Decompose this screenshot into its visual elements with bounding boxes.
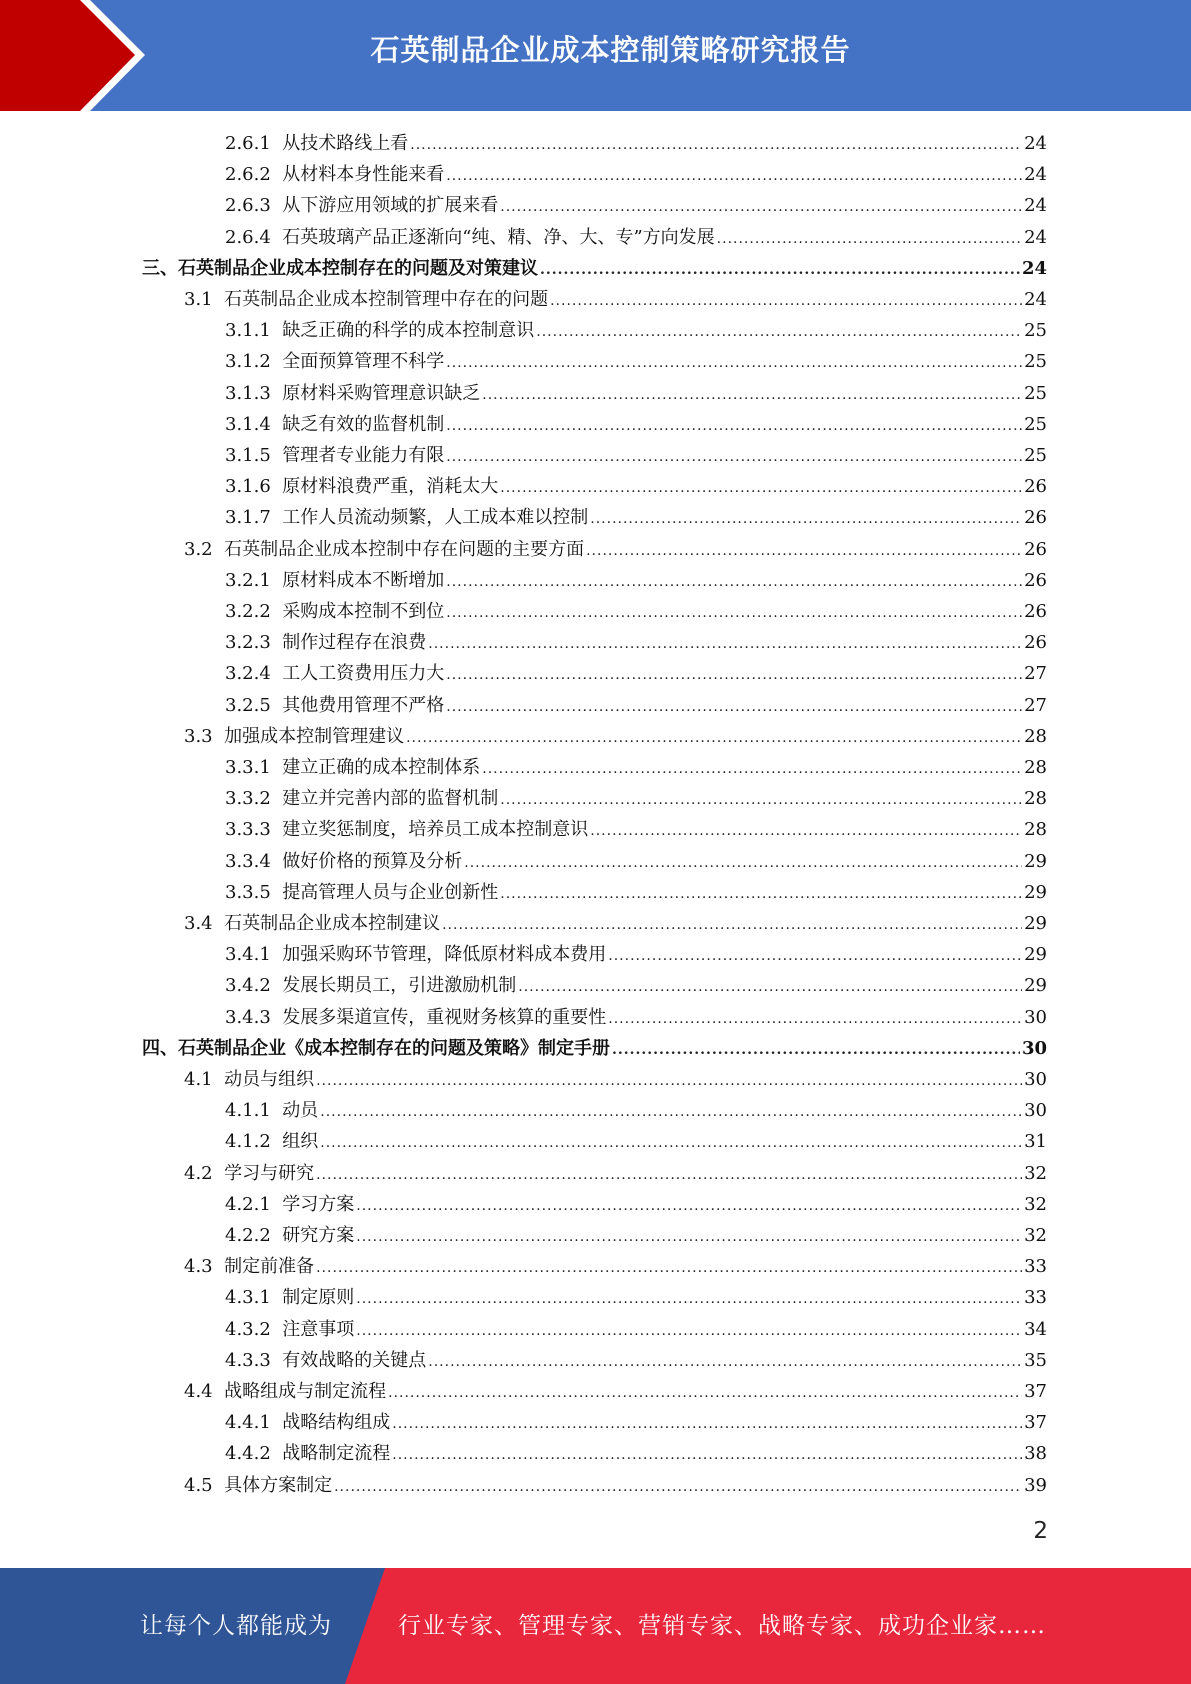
toc-entry[interactable] (225, 752, 1047, 783)
toc-entry-spacer (213, 1064, 224, 1095)
toc-entry[interactable] (225, 783, 1047, 814)
toc-entry-page: 26 (1024, 538, 1047, 560)
toc-entry[interactable] (225, 1126, 1047, 1157)
toc-entry-page: 37 (1024, 1412, 1047, 1434)
toc-entry-title: 动员 (282, 1100, 319, 1122)
toc-entry-number: 3.1.5 (225, 445, 271, 466)
toc-entry-number: 4.3.1 (225, 1287, 271, 1309)
toc-entry[interactable] (184, 1064, 1047, 1095)
toc-dot-leader (316, 1066, 1022, 1097)
toc-entry-page: 25 (1024, 413, 1047, 435)
toc-entry-page: 30 (1024, 1006, 1047, 1028)
toc-entry-title: 具体方案制定 (224, 1474, 333, 1496)
toc-dot-leader (590, 504, 1022, 535)
toc-dot-leader (442, 910, 1022, 941)
toc-dot-leader (500, 785, 1022, 816)
toc-entry-title: 加强采购环节管理，降低原材料成本费用 (282, 944, 607, 966)
toc-entry-spacer (271, 846, 282, 877)
toc-dot-leader (316, 1253, 1022, 1284)
toc-entry-page: 32 (1024, 1162, 1047, 1184)
toc-dot-leader (608, 1004, 1022, 1035)
toc-entry-title: 战略制定流程 (282, 1443, 391, 1465)
toc-entry-title: 缺乏正确的科学的成本控制意识 (282, 320, 535, 342)
toc-dot-leader (428, 629, 1022, 660)
toc-entry-spacer (213, 721, 224, 752)
toc-entry[interactable] (184, 284, 1047, 315)
toc-entry[interactable] (142, 1033, 1047, 1064)
toc-entry[interactable] (225, 877, 1047, 908)
toc-entry-spacer (271, 409, 282, 440)
toc-entry-number: 3.4 (184, 913, 213, 934)
toc-entry[interactable] (225, 596, 1047, 627)
toc-entry-number: 4.5 (184, 1474, 213, 1496)
toc-entry[interactable] (225, 970, 1047, 1001)
toc-entry-spacer (271, 627, 282, 658)
toc-entry-spacer (271, 346, 282, 377)
toc-dot-leader (406, 723, 1022, 754)
toc-entry-title: 研究方案 (282, 1225, 355, 1246)
toc-entry[interactable] (184, 1158, 1047, 1189)
toc-entry[interactable] (225, 1438, 1047, 1469)
toc-entry-title: 学习方案 (282, 1193, 355, 1215)
toc-entry-spacer (271, 315, 282, 346)
toc-dot-leader (446, 161, 1022, 192)
toc-entry-spacer (271, 783, 282, 814)
toc-entry-title: 原材料成本不断增加 (282, 569, 445, 591)
toc-dot-leader (356, 1316, 1022, 1347)
toc-entry-title: 战略结构组成 (282, 1412, 391, 1434)
toc-dot-leader (590, 816, 1022, 847)
toc-entry[interactable] (225, 1095, 1047, 1126)
toc-entry[interactable] (225, 658, 1047, 689)
toc-entry-title: 战略组成与制定流程 (224, 1381, 387, 1402)
toc-entry-page: 32 (1024, 1193, 1047, 1215)
toc-entry-page: 29 (1024, 913, 1047, 934)
toc-dot-leader (356, 1191, 1022, 1222)
toc-entry[interactable] (142, 253, 1047, 284)
toc-entry-page: 24 (1024, 289, 1047, 310)
toc-entry-title: 加强成本控制管理建议 (224, 725, 405, 747)
toc-entry-spacer (213, 1470, 224, 1501)
toc-dot-leader (446, 442, 1022, 473)
toc-entry-title: 原材料浪费严重，消耗太大 (282, 476, 499, 498)
toc-dot-leader (356, 1222, 1022, 1253)
toc-entry-title: 缺乏有效的监督机制 (282, 413, 445, 435)
toc-entry-title: 石英玻璃产品正逐渐向“纯、精、净、大、专”方向发展 (282, 226, 715, 248)
toc-entry-spacer (213, 1251, 224, 1282)
toc-entry-page: 27 (1024, 694, 1047, 716)
toc-dot-leader (464, 848, 1022, 879)
toc-entry-title: 工人工资费用压力大 (282, 663, 445, 685)
toc-dot-leader (388, 1378, 1022, 1409)
toc-entry-page: 24 (1024, 164, 1047, 186)
toc-entry-page: 33 (1024, 1256, 1047, 1278)
document-title: 石英制品企业成本控制策略研究报告 (370, 33, 851, 67)
toc-entry-spacer (271, 565, 282, 596)
toc-entry-spacer (213, 908, 224, 939)
toc-entry-number: 3.2.4 (225, 663, 271, 685)
toc-entry[interactable] (184, 1376, 1047, 1407)
toc-entry-page: 25 (1024, 382, 1047, 404)
toc-entry-spacer (271, 596, 282, 627)
toc-dot-leader (356, 1284, 1022, 1315)
toc-entry-number: 4.4 (184, 1381, 213, 1402)
toc-entry-page: 29 (1024, 975, 1047, 997)
toc-entry-spacer (271, 1220, 282, 1251)
toc-dot-leader (500, 192, 1022, 223)
toc-entry-spacer (271, 1345, 282, 1376)
toc-entry[interactable] (225, 159, 1047, 190)
toc-entry-number: 4.1.1 (225, 1100, 271, 1122)
toc-dot-leader (446, 692, 1022, 723)
toc-entry-spacer (271, 1189, 282, 1220)
toc-entry-spacer (271, 658, 282, 689)
toc-entry[interactable] (225, 1314, 1047, 1345)
toc-entry[interactable] (225, 315, 1047, 346)
toc-entry-title: 有效战略的关键点 (282, 1349, 427, 1371)
toc-entry-title: 建立并完善内部的监督机制 (282, 788, 499, 810)
toc-entry-number: 3.1.2 (225, 351, 271, 373)
toc-entry-page: 37 (1024, 1381, 1047, 1402)
toc-entry-spacer (271, 877, 282, 908)
toc-dot-leader (446, 348, 1022, 379)
toc-entry[interactable] (225, 814, 1047, 845)
toc-entry-title: 发展多渠道宣传，重视财务核算的重要性 (282, 1006, 607, 1028)
toc-entry-number: 4.4.1 (225, 1412, 271, 1434)
toc-entry[interactable] (225, 1282, 1047, 1313)
toc-entry-page: 26 (1024, 476, 1047, 498)
toc-entry-spacer (271, 440, 282, 471)
toc-entry-spacer (213, 1376, 224, 1407)
toc-entry-spacer (271, 1407, 282, 1438)
toc-entry[interactable] (225, 565, 1047, 596)
toc-entry-title: 采购成本控制不到位 (282, 601, 445, 622)
toc-entry-number: 4.2.1 (225, 1193, 271, 1215)
toc-entry-title: 制定原则 (282, 1287, 355, 1309)
toc-entry-spacer (271, 1095, 282, 1126)
toc-dot-leader (536, 317, 1022, 348)
toc-entry-page: 24 (1024, 133, 1047, 154)
toc-entry-page: 30 (1024, 1100, 1047, 1122)
toc-entry-page: 31 (1024, 1131, 1047, 1153)
toc-dot-leader (608, 941, 1022, 972)
toc-entry-title: 石英制品企业成本控制中存在问题的主要方面 (224, 538, 585, 560)
toc-dot-leader (717, 224, 1022, 255)
toc-entry-spacer (271, 1314, 282, 1345)
toc-entry-spacer (271, 128, 282, 159)
toc-entry-number: 4.1.2 (225, 1131, 271, 1153)
toc-entry-number: 3.1.1 (225, 320, 271, 342)
toc-entry-page: 39 (1024, 1474, 1047, 1496)
toc-entry[interactable] (184, 1470, 1047, 1501)
toc-dot-leader (482, 380, 1022, 411)
toc-entry-number: 3.3 (184, 725, 213, 747)
toc-entry-title: 管理者专业能力有限 (282, 445, 445, 466)
toc-entry-title: 原材料采购管理意识缺乏 (282, 382, 481, 404)
toc-dot-leader (540, 255, 1020, 286)
toc-entry-title: 动员与组织 (224, 1069, 315, 1090)
toc-entry-number: 3.4.1 (225, 944, 271, 966)
toc-entry-number: 3.3.1 (225, 757, 271, 778)
toc-entry[interactable] (225, 1407, 1047, 1438)
toc-entry-title: 其他费用管理不严格 (282, 694, 445, 716)
toc-dot-leader (316, 1160, 1022, 1191)
toc-entry-number: 4.2 (184, 1162, 213, 1184)
toc-entry[interactable] (225, 1189, 1047, 1220)
toc-dot-leader (320, 1097, 1022, 1128)
toc-entry[interactable] (225, 690, 1047, 721)
toc-entry[interactable] (225, 1002, 1047, 1033)
toc-entry-title: 全面预算管理不科学 (282, 351, 445, 373)
toc-entry-page: 26 (1024, 632, 1047, 654)
toc-entry-page: 25 (1024, 445, 1047, 466)
toc-entry-title: 从技术路线上看 (282, 133, 409, 154)
toc-entry[interactable] (225, 378, 1047, 409)
toc-entry-page: 27 (1024, 663, 1047, 685)
toc-entry-title: 三、石英制品企业成本控制存在的问题及对策建议 (142, 257, 538, 279)
toc-dot-leader (446, 660, 1022, 691)
toc-entry[interactable] (225, 128, 1047, 159)
page-footer (0, 1568, 1191, 1684)
toc-dot-leader (482, 754, 1022, 785)
toc-entry-title: 工作人员流动频繁，人工成本难以控制 (282, 507, 589, 529)
toc-entry-spacer (271, 1438, 282, 1469)
toc-entry-page: 24 (1021, 257, 1047, 279)
toc-entry-title: 从下游应用领域的扩展来看 (282, 195, 499, 217)
toc-entry-page: 28 (1024, 819, 1047, 841)
toc-entry-page: 33 (1024, 1287, 1047, 1309)
toc-entry-title: 石英制品企业成本控制管理中存在的问题 (224, 289, 549, 310)
toc-dot-leader (446, 598, 1022, 629)
toc-entry[interactable] (225, 627, 1047, 658)
toc-entry-number: 3.2.2 (225, 601, 271, 622)
toc-entry-spacer (271, 752, 282, 783)
toc-entry-title: 学习与研究 (224, 1162, 315, 1184)
toc-dot-leader (550, 286, 1022, 317)
toc-entry-title: 石英制品企业成本控制建议 (224, 913, 441, 934)
toc-entry-number: 2.6.2 (225, 164, 271, 186)
toc-entry-number: 3.1.3 (225, 382, 271, 404)
toc-entry-number: 3.1.7 (225, 507, 271, 529)
toc-entry-spacer (271, 1002, 282, 1033)
toc-entry-page: 35 (1024, 1349, 1047, 1371)
toc-entry-number: 3.2.3 (225, 632, 271, 654)
toc-entry-spacer (213, 1158, 224, 1189)
toc-entry-page: 34 (1024, 1318, 1047, 1340)
toc-entry-page: 30 (1021, 1037, 1047, 1059)
toc-dot-leader (334, 1472, 1022, 1503)
toc-entry-page: 30 (1024, 1069, 1047, 1090)
toc-entry[interactable] (225, 939, 1047, 970)
toc-entry-title: 建立正确的成本控制体系 (282, 757, 481, 778)
toc-entry-title: 做好价格的预算及分析 (282, 850, 463, 872)
footer-slogan-right: 行业专家、管理专家、营销专家、战略专家、成功企业家…… (398, 1613, 1046, 1639)
toc-entry-number: 2.6.1 (225, 133, 271, 154)
toc-entry-spacer (271, 190, 282, 221)
toc-entry-spacer (271, 159, 282, 190)
toc-dot-leader (500, 473, 1022, 504)
toc-entry-number: 3.2.1 (225, 569, 271, 591)
toc-entry-spacer (271, 970, 282, 1001)
toc-entry-number: 4.4.2 (225, 1443, 271, 1465)
toc-entry-title: 发展长期员工，引进激励机制 (282, 975, 517, 997)
toc-entry-number: 3.3.5 (225, 881, 271, 903)
toc-entry-page: 24 (1024, 226, 1047, 248)
toc-dot-leader (612, 1035, 1020, 1066)
toc-entry-number: 3.1 (184, 289, 213, 310)
toc-entry-number: 2.6.4 (225, 226, 271, 248)
toc-entry-number: 3.3.3 (225, 819, 271, 841)
toc-entry-page: 28 (1024, 725, 1047, 747)
toc-entry-spacer (271, 939, 282, 970)
toc-entry-spacer (271, 222, 282, 253)
toc-entry-spacer (271, 1282, 282, 1313)
toc-dot-leader (500, 879, 1022, 910)
toc-dot-leader (446, 411, 1022, 442)
toc-entry[interactable] (225, 1345, 1047, 1376)
toc-dot-leader (392, 1409, 1022, 1440)
toc-entry-number: 4.3.3 (225, 1349, 271, 1371)
toc-entry-title: 注意事项 (282, 1318, 355, 1340)
toc-dot-leader (320, 1128, 1022, 1159)
toc-entry-number: 3.4.3 (225, 1006, 271, 1028)
toc-dot-leader (446, 567, 1022, 598)
toc-entry-number: 4.3.2 (225, 1318, 271, 1340)
toc-entry-number: 3.3.2 (225, 788, 271, 810)
toc-entry[interactable] (225, 222, 1047, 253)
toc-entry-number: 2.6.3 (225, 195, 271, 217)
toc-entry-page: 29 (1024, 944, 1047, 966)
footer-slogan-left: 让每个人都能成为 (140, 1613, 332, 1639)
toc-entry-spacer (271, 471, 282, 502)
toc-entry-title: 制作过程存在浪费 (282, 632, 427, 654)
toc-entry[interactable] (184, 721, 1047, 752)
toc-entry[interactable] (184, 534, 1047, 565)
toc-entry-number: 4.1 (184, 1069, 213, 1090)
toc-entry-page: 25 (1024, 351, 1047, 373)
toc-entry-title: 四、石英制品企业《成本控制存在的问题及策略》制定手册 (142, 1037, 610, 1059)
toc-entry-spacer (271, 690, 282, 721)
toc-entry-page: 32 (1024, 1225, 1047, 1246)
toc-entry-spacer (271, 502, 282, 533)
toc-entry-title: 提高管理人员与企业创新性 (282, 881, 499, 903)
toc-dot-leader (586, 536, 1022, 567)
toc-entry-page: 29 (1024, 881, 1047, 903)
toc-entry-page: 38 (1024, 1443, 1047, 1465)
toc-entry-number: 3.3.4 (225, 850, 271, 872)
toc-entry-page: 26 (1024, 569, 1047, 591)
toc-entry[interactable] (225, 502, 1047, 533)
toc-entry-page: 28 (1024, 788, 1047, 810)
toc-entry[interactable] (225, 1220, 1047, 1251)
toc-entry-number: 4.3 (184, 1256, 213, 1278)
toc-entry-title: 从材料本身性能来看 (282, 164, 445, 186)
toc-entry[interactable] (225, 471, 1047, 502)
toc-dot-leader (428, 1347, 1022, 1378)
toc-entry-spacer (271, 378, 282, 409)
toc-entry[interactable] (225, 440, 1047, 471)
toc-entry-spacer (213, 284, 224, 315)
toc-entry[interactable] (225, 846, 1047, 877)
toc-entry-page: 28 (1024, 757, 1047, 778)
toc-entry-page: 24 (1024, 195, 1047, 217)
page-number: 2 (1033, 1518, 1048, 1544)
toc-entry-page: 26 (1024, 507, 1047, 529)
toc-entry-title: 制定前准备 (224, 1256, 315, 1278)
toc-dot-leader (392, 1440, 1022, 1471)
toc-entry-page: 25 (1024, 320, 1047, 342)
toc-entry-number: 3.1.4 (225, 413, 271, 435)
toc-entry-spacer (271, 814, 282, 845)
toc-entry-number: 3.2.5 (225, 694, 271, 716)
toc-entry-page: 29 (1024, 850, 1047, 872)
page-header (0, 0, 1191, 111)
toc-dot-leader (410, 130, 1022, 161)
toc-entry[interactable] (225, 409, 1047, 440)
toc-entry-number: 4.2.2 (225, 1225, 271, 1246)
toc-entry[interactable] (184, 908, 1047, 939)
toc-entry-title: 建立奖惩制度，培养员工成本控制意识 (282, 819, 589, 841)
toc-entry-number: 3.2 (184, 538, 213, 560)
toc-entry-spacer (213, 534, 224, 565)
toc-entry-page: 26 (1024, 601, 1047, 622)
toc-dot-leader (518, 972, 1022, 1003)
toc-entry-number: 3.1.6 (225, 476, 271, 498)
toc-entry-title: 组织 (282, 1131, 319, 1153)
toc-entry[interactable] (225, 346, 1047, 377)
toc-entry[interactable] (184, 1251, 1047, 1282)
toc-entry[interactable] (225, 190, 1047, 221)
toc-entry-spacer (271, 1126, 282, 1157)
toc-entry-number: 3.4.2 (225, 975, 271, 997)
